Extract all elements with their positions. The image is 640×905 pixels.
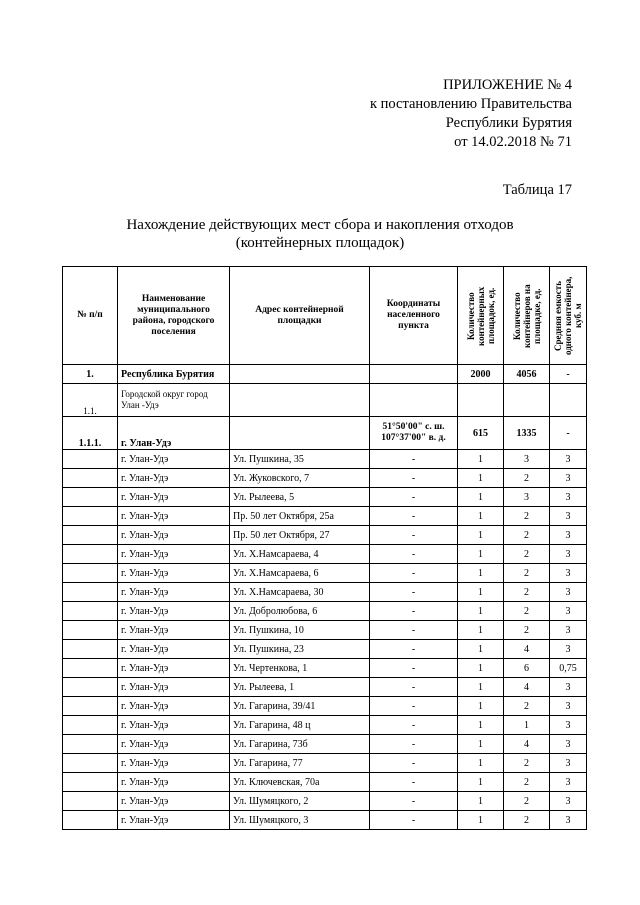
cell-district: г. Улан-Удэ: [118, 488, 230, 507]
appendix-line-3: Республики Бурятия: [445, 115, 572, 131]
cell-district: г. Улан-Удэ: [118, 678, 230, 697]
table-row: [63, 811, 587, 830]
cell-containers: 2: [504, 754, 550, 773]
cell-capacity: 3: [550, 678, 587, 697]
cell-num: [63, 678, 118, 697]
cell-capacity: 3: [550, 602, 587, 621]
cell-num: 1.1.1.: [63, 417, 118, 450]
cell-address: Ул. Рылеева, 5: [230, 488, 370, 507]
cell-district: г. Улан-Удэ: [118, 735, 230, 754]
cell-coords: -: [370, 621, 458, 640]
table-row: [63, 754, 587, 773]
cell-address: Ул. Пушкина, 10: [230, 621, 370, 640]
cell-capacity: 3: [550, 507, 587, 526]
cell-containers: 2: [504, 697, 550, 716]
cell-capacity: 3: [550, 450, 587, 469]
cell-district: г. Улан-Удэ: [118, 526, 230, 545]
cell-containers: [504, 384, 550, 417]
cell-capacity: 3: [550, 583, 587, 602]
cell-sites: 1: [458, 621, 504, 640]
table-row: [63, 583, 587, 602]
cell-sites: 1: [458, 583, 504, 602]
cell-containers: 2: [504, 811, 550, 830]
cell-coords: -: [370, 697, 458, 716]
cell-coords: -: [370, 678, 458, 697]
cell-coords: -: [370, 469, 458, 488]
table-row: [63, 792, 587, 811]
cell-num: 1.1.: [63, 384, 118, 417]
cell-containers: 1: [504, 716, 550, 735]
cell-coords: -: [370, 754, 458, 773]
cell-containers: 4: [504, 640, 550, 659]
cell-sites: 1: [458, 450, 504, 469]
cell-coords: -: [370, 773, 458, 792]
appendix-line-1: ПРИЛОЖЕНИЕ № 4: [443, 77, 572, 93]
cell-sites: 1: [458, 811, 504, 830]
header-address: Адрес контейнерной площадки: [230, 267, 370, 365]
cell-capacity: 3: [550, 488, 587, 507]
table-row: [63, 735, 587, 754]
table-row: [63, 678, 587, 697]
table-row: [63, 469, 587, 488]
cell-address: Ул. Гагарина, 48 ц: [230, 716, 370, 735]
cell-num: [63, 507, 118, 526]
cell-containers: 3: [504, 450, 550, 469]
cell-num: [63, 792, 118, 811]
cell-district: г. Улан-Удэ: [118, 507, 230, 526]
cell-capacity: -: [550, 365, 587, 384]
table-row: [63, 488, 587, 507]
cell-capacity: 3: [550, 773, 587, 792]
table-row: [63, 659, 587, 678]
cell-containers: 4056: [504, 365, 550, 384]
cell-capacity: 3: [550, 545, 587, 564]
cell-sites: 1: [458, 659, 504, 678]
cell-district: г. Улан-Удэ: [118, 564, 230, 583]
cell-sites: 1: [458, 697, 504, 716]
cell-num: [63, 545, 118, 564]
appendix-line-4: от 14.02.2018 № 71: [454, 134, 572, 150]
cell-address: Ул. Пушкина, 35: [230, 450, 370, 469]
cell-sites: 1: [458, 602, 504, 621]
cell-containers: 2: [504, 792, 550, 811]
cell-containers: 2: [504, 602, 550, 621]
cell-district: г. Улан-Удэ: [118, 697, 230, 716]
cell-num: [63, 621, 118, 640]
header-sites: Количество контейнерных площадок, ед.: [458, 267, 504, 365]
cell-containers: 2: [504, 621, 550, 640]
header-containers: Количество контейнеров на площадке, ед.: [504, 267, 550, 365]
cell-district: Республика Бурятия: [118, 365, 230, 384]
cell-sites: 1: [458, 773, 504, 792]
table-row: [63, 526, 587, 545]
cell-num: [63, 583, 118, 602]
cell-sites: 1: [458, 469, 504, 488]
cell-district: г. Улан-Удэ: [118, 659, 230, 678]
cell-address: Ул. Чертенкова, 1: [230, 659, 370, 678]
cell-capacity: 3: [550, 754, 587, 773]
cell-containers: 6: [504, 659, 550, 678]
waste-sites-table: [62, 266, 587, 830]
cell-sites: 1: [458, 545, 504, 564]
cell-sites: 1: [458, 716, 504, 735]
summary-row-republic: [63, 365, 587, 384]
cell-num: [63, 469, 118, 488]
cell-sites: 1: [458, 488, 504, 507]
cell-containers: 3: [504, 488, 550, 507]
table-header-row: [63, 267, 587, 365]
cell-containers: 2: [504, 469, 550, 488]
cell-address: Ул. Х.Намсараева, 6: [230, 564, 370, 583]
cell-address: Пр. 50 лет Октября, 27: [230, 526, 370, 545]
cell-address: Пр. 50 лет Октября, 25а: [230, 507, 370, 526]
cell-capacity: 3: [550, 811, 587, 830]
cell-address: Ул. Добролюбова, 6: [230, 602, 370, 621]
cell-capacity: 0,75: [550, 659, 587, 678]
cell-num: [63, 640, 118, 659]
table-row: [63, 602, 587, 621]
cell-coords: -: [370, 583, 458, 602]
cell-containers: 4: [504, 735, 550, 754]
table-row: [63, 564, 587, 583]
cell-district: г. Улан-Удэ: [118, 602, 230, 621]
cell-sites: [458, 384, 504, 417]
cell-num: [63, 564, 118, 583]
cell-capacity: 3: [550, 716, 587, 735]
cell-address: Ул. Гагарина, 77: [230, 754, 370, 773]
title-line-1: Нахождение действующих мест сбора и накопления отходов: [126, 217, 514, 233]
cell-sites: 615: [458, 417, 504, 450]
cell-district: г. Улан-Удэ: [118, 754, 230, 773]
cell-containers: 1335: [504, 417, 550, 450]
cell-containers: 4: [504, 678, 550, 697]
cell-num: [63, 659, 118, 678]
cell-address: Ул. Рылеева, 1: [230, 678, 370, 697]
table-row: [63, 697, 587, 716]
cell-coords: -: [370, 526, 458, 545]
cell-capacity: 3: [550, 697, 587, 716]
cell-containers: 2: [504, 583, 550, 602]
cell-num: [63, 526, 118, 545]
cell-coords: -: [370, 450, 458, 469]
cell-address: [230, 417, 370, 450]
cell-address: [230, 365, 370, 384]
cell-address: Ул. Жуковского, 7: [230, 469, 370, 488]
cell-coords: -: [370, 507, 458, 526]
cell-containers: 2: [504, 773, 550, 792]
cell-coords: -: [370, 792, 458, 811]
cell-coords: -: [370, 488, 458, 507]
cell-address: Ул. Х.Намсараева, 4: [230, 545, 370, 564]
cell-coords: 51°50'00" с. ш. 107°37'00" в. д.: [370, 417, 458, 450]
cell-sites: 1: [458, 754, 504, 773]
table-row: [63, 773, 587, 792]
cell-containers: 2: [504, 507, 550, 526]
header-num: № п/п: [63, 267, 118, 365]
cell-address: Ул. Шумяцкого, 3: [230, 811, 370, 830]
header-coords: Координаты населенного пункта: [370, 267, 458, 365]
cell-coords: -: [370, 640, 458, 659]
summary-row-city-district: [63, 384, 587, 417]
cell-district: г. Улан-Удэ: [118, 773, 230, 792]
cell-capacity: [550, 384, 587, 417]
title-line-2: (контейнерных площадок): [235, 235, 405, 251]
cell-capacity: 3: [550, 621, 587, 640]
cell-sites: 1: [458, 526, 504, 545]
cell-num: [63, 754, 118, 773]
cell-capacity: 3: [550, 640, 587, 659]
table-row: [63, 507, 587, 526]
header-capacity: Средняя емкость одного контейнера, куб. м: [550, 267, 587, 365]
cell-capacity: 3: [550, 735, 587, 754]
cell-num: [63, 716, 118, 735]
cell-coords: [370, 365, 458, 384]
cell-num: [63, 697, 118, 716]
cell-num: 1.: [63, 365, 118, 384]
cell-district: г. Улан-Удэ: [118, 545, 230, 564]
cell-coords: -: [370, 602, 458, 621]
cell-capacity: -: [550, 417, 587, 450]
cell-address: Ул. Гагарина, 73б: [230, 735, 370, 754]
cell-num: [63, 811, 118, 830]
cell-address: [230, 384, 370, 417]
table-row: [63, 450, 587, 469]
cell-num: [63, 773, 118, 792]
cell-sites: 1: [458, 735, 504, 754]
cell-district: г. Улан-Удэ: [118, 469, 230, 488]
cell-num: [63, 488, 118, 507]
cell-address: Ул. Х.Намсараева, 30: [230, 583, 370, 602]
appendix-header: [370, 76, 572, 152]
cell-sites: 1: [458, 792, 504, 811]
cell-coords: [370, 384, 458, 417]
document-title: [0, 216, 640, 252]
cell-containers: 2: [504, 545, 550, 564]
cell-district: г. Улан-Удэ: [118, 716, 230, 735]
table-label: Таблица 17: [502, 182, 572, 198]
cell-coords: -: [370, 545, 458, 564]
cell-district: г. Улан-Удэ: [118, 583, 230, 602]
table-row: [63, 621, 587, 640]
appendix-line-2: к постановлению Правительства: [370, 96, 572, 112]
cell-address: Ул. Шумяцкого, 2: [230, 792, 370, 811]
cell-district: г. Улан-Удэ: [118, 450, 230, 469]
cell-containers: 2: [504, 564, 550, 583]
cell-sites: 1: [458, 678, 504, 697]
cell-coords: -: [370, 716, 458, 735]
cell-address: Ул. Пушкина, 23: [230, 640, 370, 659]
cell-num: [63, 450, 118, 469]
header-district: Наименование муниципального района, городского поселения: [118, 267, 230, 365]
cell-coords: -: [370, 811, 458, 830]
cell-address: Ул. Ключевская, 70а: [230, 773, 370, 792]
cell-capacity: 3: [550, 564, 587, 583]
cell-capacity: 3: [550, 469, 587, 488]
cell-coords: -: [370, 735, 458, 754]
cell-sites: 2000: [458, 365, 504, 384]
cell-district: г. Улан-Удэ: [118, 621, 230, 640]
cell-containers: 2: [504, 526, 550, 545]
cell-address: Ул. Гагарина, 39/41: [230, 697, 370, 716]
cell-district: г. Улан-Удэ: [118, 792, 230, 811]
cell-num: [63, 602, 118, 621]
cell-district: г. Улан-Удэ: [118, 640, 230, 659]
cell-coords: -: [370, 564, 458, 583]
summary-row-city: [63, 417, 587, 450]
table-row: [63, 716, 587, 735]
cell-sites: 1: [458, 564, 504, 583]
cell-sites: 1: [458, 507, 504, 526]
cell-sites: 1: [458, 640, 504, 659]
cell-capacity: 3: [550, 792, 587, 811]
cell-num: [63, 735, 118, 754]
cell-coords: -: [370, 659, 458, 678]
cell-district: г. Улан-Удэ: [118, 811, 230, 830]
cell-district: Городской округ город Улан -Удэ: [118, 384, 230, 417]
cell-capacity: 3: [550, 526, 587, 545]
table-row: [63, 545, 587, 564]
table-row: [63, 640, 587, 659]
cell-district: г. Улан-Удэ: [118, 417, 230, 450]
